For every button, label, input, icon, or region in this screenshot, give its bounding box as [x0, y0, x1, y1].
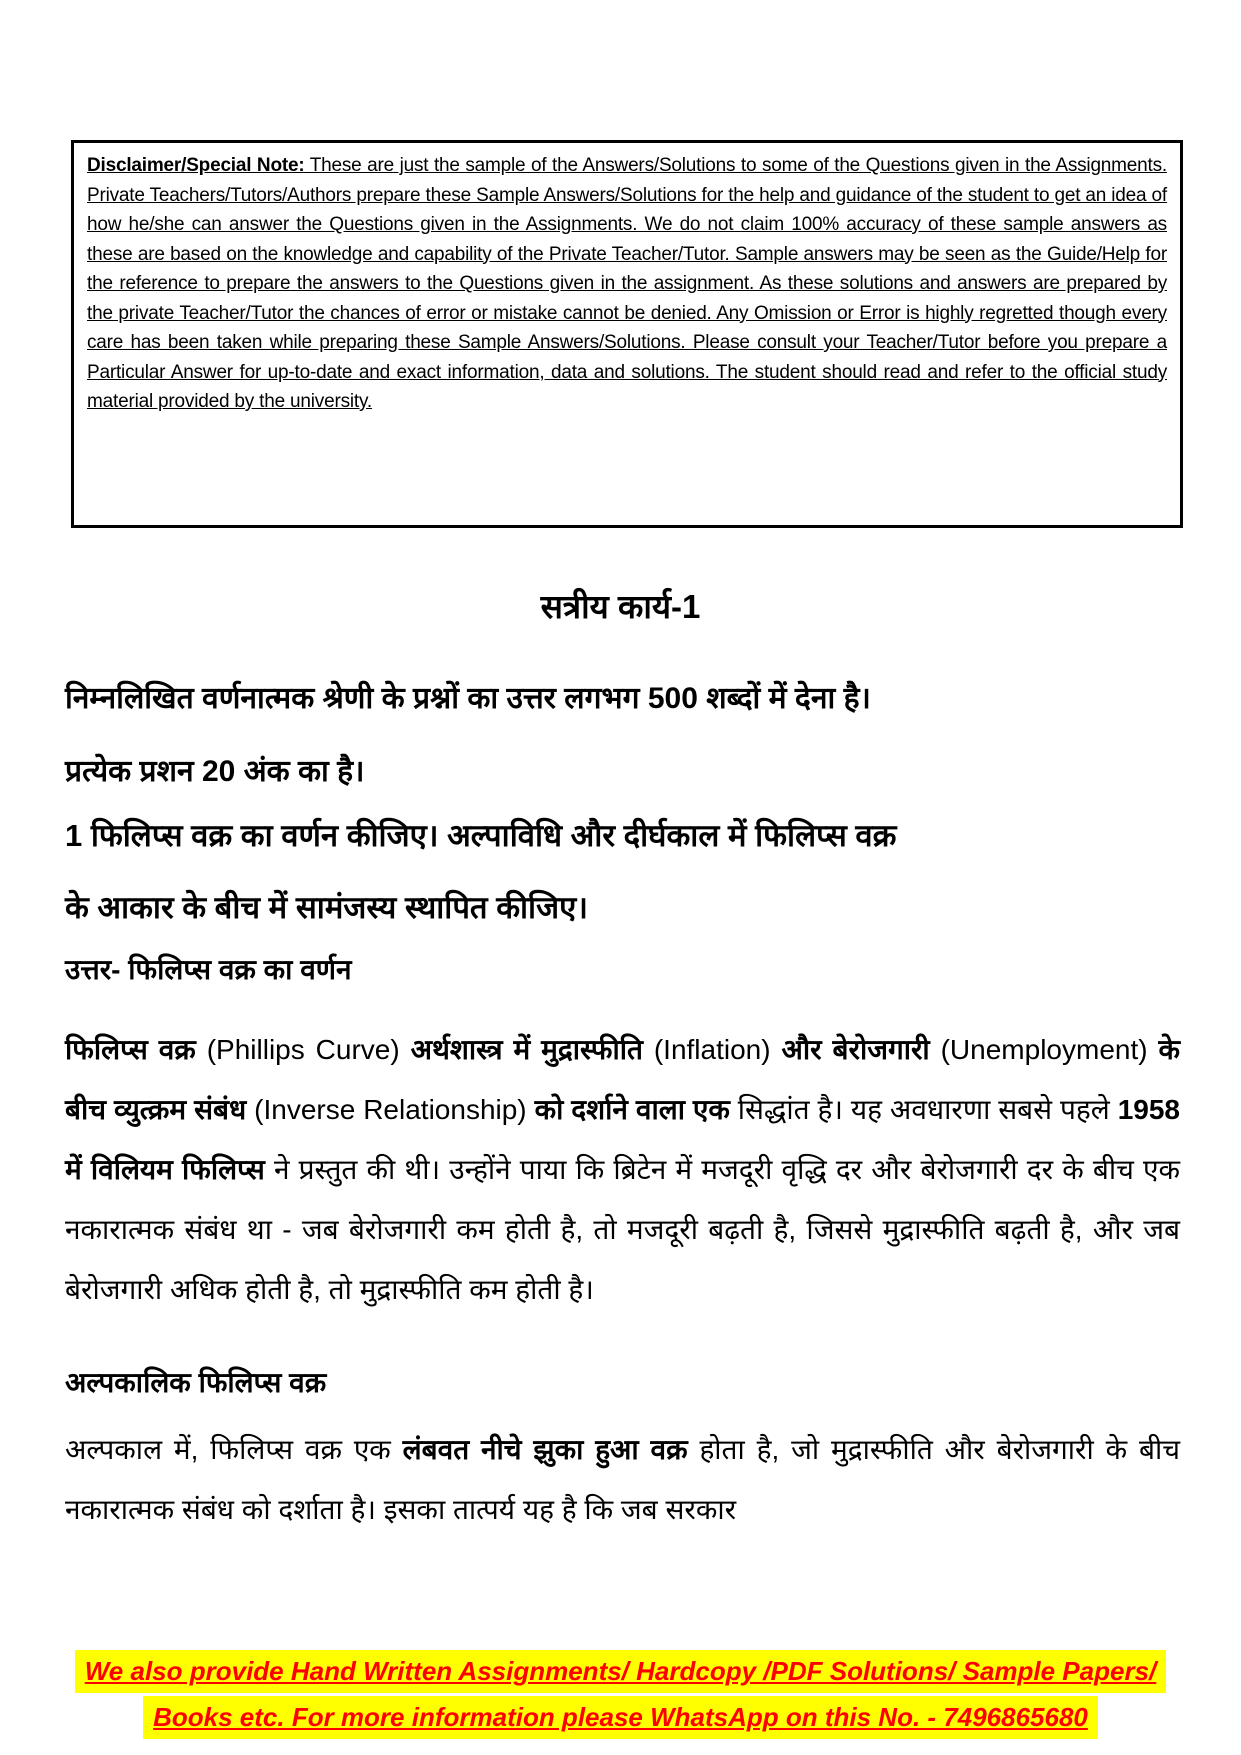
answer-heading: उत्तर- फिलिप्स वक्र का वर्णन — [65, 954, 352, 985]
promo-line-1: We also provide Hand Written Assignments/ Hardcopy /PDF Solutions/ Sample Papers/ — [75, 1650, 1167, 1693]
disclaimer-body: These are just the sample of the Answers/Solutions to some of the Questions given in the Assignments. Private Teachers/Tutors/Authors prepare these Sample Answers/Solutions for the help and guidance of the student to get an idea of how he/she can answer the Questions given in the Assignments. We do not claim 100% accuracy of these sample answers as these are based on the knowledge and capability of the Private Teacher/Tutor. Sample answers may be seen as the Guide/Help for the reference to prepare the answers to the Questions given in the assignment. As these solutions and answers are prepared by the private Teacher/Tutor the chances of error or mistake cannot be denied. Any Omission or Error is highly regretted though every care has been taken while preparing these Sample Answers/Solutions. Please consult your Teacher/Tutor before you prepare a Particular Answer for up-to-date and exact information, data and solutions. The student should read and refer to the official study material provided by the university. — [87, 155, 1167, 412]
question-1: 1 फिलिप्स वक्र का वर्णन कीजिए। अल्पाविधि और दीर्घकाल में फिलिप्स वक्र के आकार के बीच में सामंजस्य स्थापित कीजिए। — [65, 818, 897, 925]
disclaimer-box — [71, 140, 1183, 528]
promo-line-2: Books etc. For more information please WhatsApp on this No. - 7496865680 — [143, 1696, 1098, 1739]
assignment-instructions: निम्नलिखित वर्णनात्मक श्रेणी के प्रश्नों का उत्तर लगभग 500 शब्दों में देना है। प्रत्येक प्रशन 20 अंक का है। — [65, 682, 871, 788]
answer-paragraph-1: फिलिप्स वक्र (Phillips Curve) अर्थशास्त्र में मुद्रास्फीति (Inflation) और बेरोजगारी (Unemployment) के बीच व्युत्क्रम संबंध (Inverse Relationship) को दर्शाने वाला एक सिद्धांत है। यह अवधारणा सबसे पहले 1958 में विलियम फिलिप्स ने प्रस्तुत की थी। उन्होंने पाया कि ब्रिटेन में मजदूरी वृद्धि दर और बेरोजगारी दर के बीच एक नकारात्मक संबंध था - जब बेरोजगारी कम होती है, तो मजदूरी बढ़ती है, जिससे मुद्रास्फीति बढ़ती है, और जब बेरोजगारी अधिक होती है, तो मुद्रास्फीति कम होती है। — [65, 1034, 1181, 1305]
disclaimer-label: Disclaimer/Special Note: — [87, 155, 305, 176]
answer-paragraph-2: अल्पकाल में, फिलिप्स वक्र एक लंबवत नीचे झुका हुआ वक्र होता है, जो मुद्रास्फीति और बेरोजगारी के बीच नकारात्मक संबंध को दर्शाता है। इसका तात्पर्य यह है कि जब सरकार — [65, 1434, 1180, 1525]
promo-row-2 — [0, 1696, 1241, 1742]
promo-row-1 — [0, 1650, 1241, 1696]
section-heading: सत्रीय कार्य-1 — [540, 588, 701, 625]
disclaimer-text — [87, 151, 1167, 417]
short-run-phillips-subheading: अल्पकालिक फिलिप्स वक्र — [65, 1367, 327, 1398]
promo-footer — [0, 1650, 1241, 1742]
